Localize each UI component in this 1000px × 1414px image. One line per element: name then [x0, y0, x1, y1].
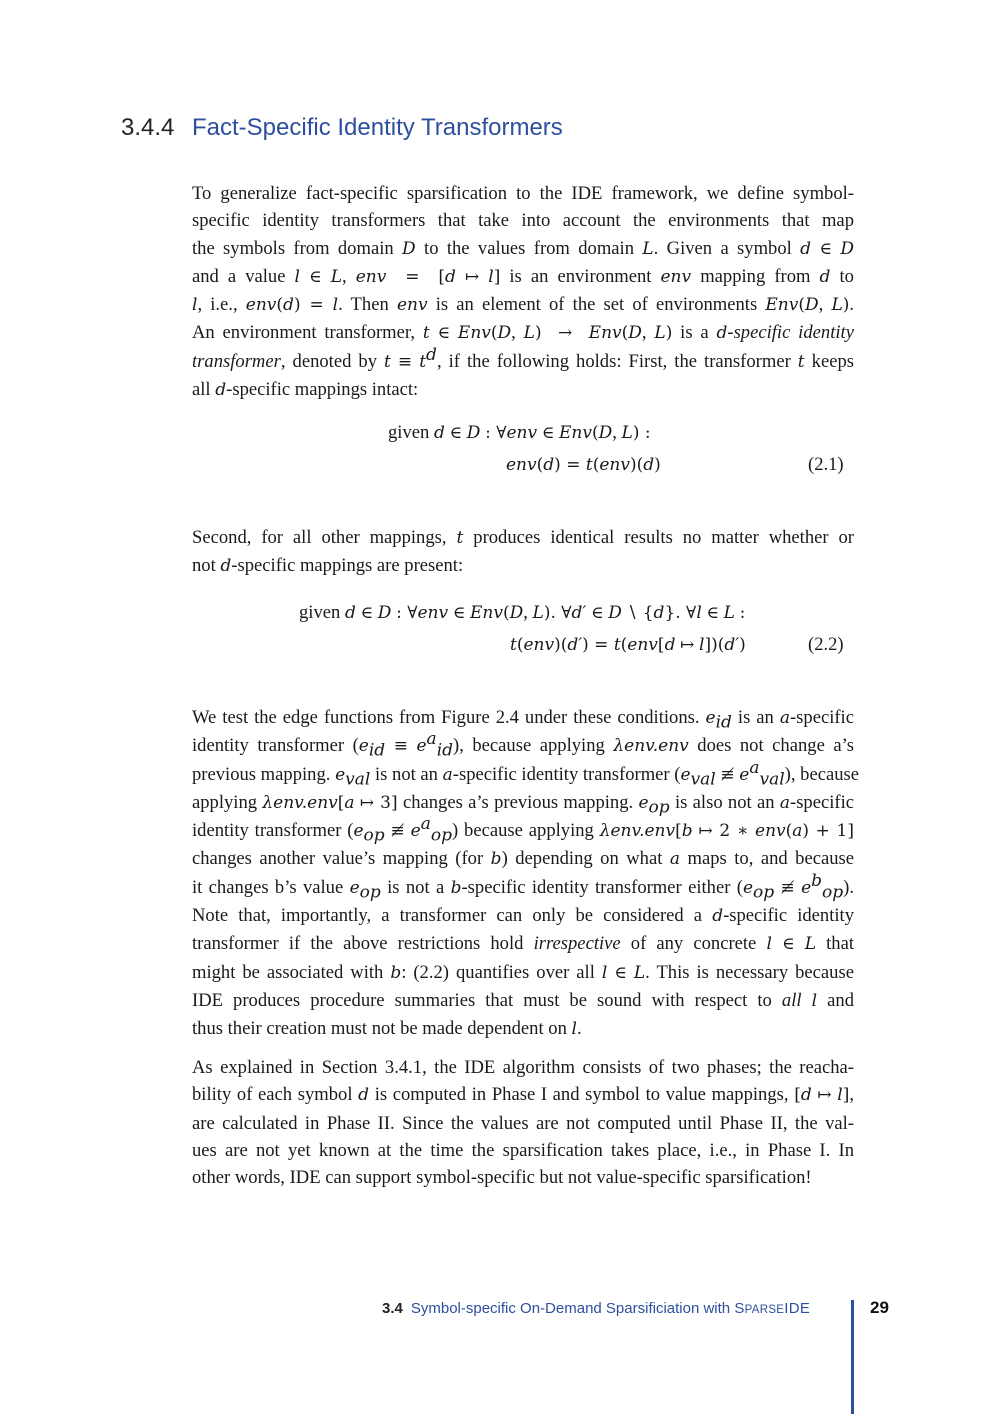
section-title: Fact-Specific Identity Transformers [192, 114, 563, 141]
section-heading [121, 112, 563, 144]
p3-line-10: might be associated with b: (2.2) quantifies over all l ∈ L. This is necessary because [192, 961, 854, 983]
p1-line-3: the symbols from domain D to the values from domain L. Given a symbol d ∈ D [192, 237, 855, 259]
p4-line-1: As explained in Section 3.4.1, the IDE algorithm consists of two phases; the reacha- [192, 1057, 854, 1078]
p3-line-8: Note that, importantly, a transformer can only be considered a d-specific identity [192, 905, 855, 927]
p4-line-3: are calculated in Phase II. Since the values are not computed until Phase II, the val- [192, 1112, 854, 1134]
p3-line-2: identity transformer $(e_{id} \equiv e^a_{id})$, because applying λenv.env does not change a’s [192, 729, 854, 762]
p1-line-1: To generalize fact-specific sparsification to the IDE framework, we define symbol- [192, 183, 854, 204]
footer-section-title: 3.4 Symbol-specific On-Demand Sparsificiation with SPARSEIDE [382, 1300, 811, 1317]
p3-line-9: transformer if the above restrictions hold irrespective of any concrete l ∈ L that [192, 933, 855, 955]
paragraph-2 [192, 524, 854, 581]
p1-line-8: all d-specific mappings intact: [192, 379, 419, 401]
paragraph-4 [192, 1054, 854, 1191]
p1-line-4: and a value l ∈ L, env = [d ↦ l] is an environment env mapping from d to [192, 265, 854, 287]
equation-2-1-line-1: given d ∈ D : ∀env ∈ Env(D, L) : [388, 422, 651, 443]
p3-line-5: identity transformer ($e_{op}$ ≢ $e^a_{op}$) because applying λenv.env[b ↦ 2 ∗ env(a) + 1] [192, 814, 854, 846]
p3-line-4: applying λenv.env[a ↦ 3] changes a’s previous mapping. $e_{op}$ is also not an a-specific [192, 791, 855, 818]
equation-2-2-line-2: t(env)(d′) = t(env[d ↦ l])(d′) [510, 635, 746, 655]
p1-line-6: An environment transformer, t ∈ Env(D, L) → Env(D, L) is a d-specific identity [192, 322, 854, 344]
p2-line-2: not d-specific mappings are present: [192, 555, 464, 577]
equation-2-1-label: (2.1) [808, 454, 844, 475]
p3-line-11: IDE produces procedure summaries that must be sound with respect to all l and [192, 989, 855, 1011]
section-number: 3.4.4 [121, 114, 175, 141]
p3-line-12: thus their creation must not be made dependent on l. [192, 1018, 582, 1040]
p4-line-5: other words, IDE can support symbol-specific but not value-specific sparsification! [192, 1167, 812, 1189]
p3-line-1: We test the edge functions from Figure 2.4 under these conditions. $e_{id}$ is an a-specific [192, 707, 854, 733]
paragraph-3 [192, 704, 860, 1044]
p2-line-1: Second, for all other mappings, t produces identical results no matter whether or [192, 527, 854, 548]
p1-line-5: l, i.e., env(d) = l. Then env is an element of the set of environments Env(D, L). [192, 294, 855, 316]
equation-2-1-line-2: env(d) = t(env)(d) [506, 455, 661, 475]
p3-line-3: previous mapping. $e_{val}$ is not an a-specific identity transformer ($e_{val}$ ≢ $e^a_{val}$), because [192, 757, 860, 790]
paragraph-1 [192, 180, 854, 404]
p3-line-6: changes another value’s mapping (for b) depending on what a maps to, and because [192, 848, 854, 870]
p1-line-7: transformer, denoted by $t \equiv t^d$, if the following holds: First, the transformer t keeps [192, 344, 855, 372]
equation-2-2-label: (2.2) [808, 634, 844, 655]
footer-vertical-rule [851, 1300, 854, 1414]
p4-line-4: ues are not yet known at the time the sparsification takes place, i.e., in Phase I. In [192, 1139, 854, 1161]
footer-section-number: 3.4 [382, 1300, 403, 1317]
equation-2-2-line-1: given d ∈ D : ∀env ∈ Env(D, L). ∀d′ ∈ D ∖ {d}. ∀l ∈ L : [299, 602, 746, 623]
p4-line-2: bility of each symbol d is computed in Phase I and symbol to value mappings, [d ↦ l], [192, 1084, 855, 1106]
p1-line-2: specific identity transformers that take into account the environments that map [192, 210, 854, 232]
page-number: 29 [870, 1298, 889, 1317]
p3-line-7: it changes b’s value $e_{op}$ is not a b-specific identity transformer either ($e_{op}$ ≢ $e^b_{op}$). [192, 870, 855, 903]
